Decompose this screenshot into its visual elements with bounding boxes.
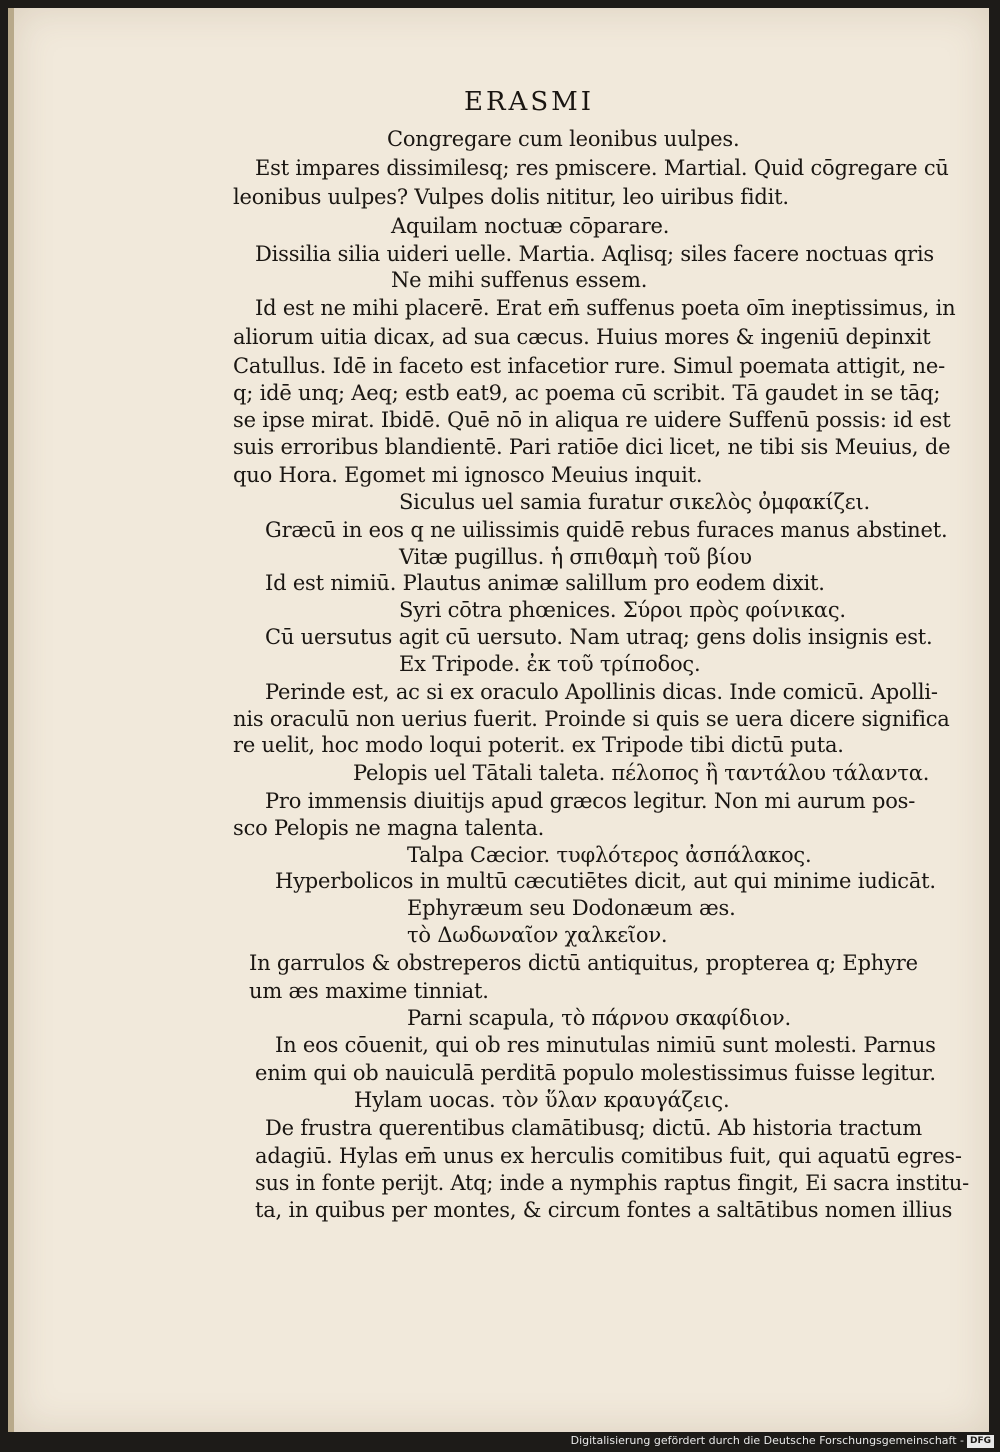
text-line: suis erroribus blandientē. Pari ratiōe dici licet, ne tibi sis Meuius, de (233, 435, 951, 459)
text-line: Ne mihi suffenus essem. (391, 268, 648, 292)
text-line: Talpa Cæcior. τυφλότερος ἀσπάλακος. (407, 843, 812, 867)
text-line: Dissilia silia uideri uelle. Martia. Aqlisq; siles facere noctuas qris (255, 242, 934, 266)
text-line: Pelopis uel Tātali taleta. πέλοπος ἢ ταντάλου τάλαντα. (353, 761, 930, 785)
text-line: adagiū. Hylas em̄ unus ex herculis comitibus fuit, qui aquatū egres- (255, 1144, 962, 1168)
dfg-logo: DFG (967, 1435, 994, 1448)
text-line: um æs maxime tinniat. (249, 979, 489, 1003)
text-line: se ipse mirat. Ibidē. Quē nō in aliqua re uidere Suffenū possis: id est (233, 408, 951, 432)
text-line: ta, in quibus per montes, & circum fontes a saltātibus nomen illius (255, 1198, 953, 1222)
text-line: Cū uersutus agit cū uersuto. Nam utraq; gens dolis insignis est. (265, 625, 933, 649)
text-line: Congregare cum leonibus uulpes. (387, 127, 740, 151)
text-line: nis oraculū non uerius fuerit. Proinde si quis se uera dicere significa (233, 707, 950, 731)
text-line: Pro immensis diuitijs apud græcos legitur. Non mi aurum pos- (265, 789, 916, 813)
text-line: leonibus uulpes? Vulpes dolis nititur, leo uiribus fidit. (233, 185, 789, 209)
text-line: Ex Tripode. ἐκ τοῦ τρίποδος. (399, 652, 701, 676)
text-line: Id est ne mihi placerē. Erat em̄ suffenus poeta oīm ineptissimus, in (255, 296, 956, 320)
text-line: sus in fonte perijt. Atq; inde a nymphis raptus fingit, Ei sacra institu- (255, 1171, 969, 1195)
text-line: In garrulos & obstreperos dictū antiquitus, propterea q; Ephyre (249, 951, 918, 975)
text-line: enim qui ob nauiculā perditā populo molestissimus fuisse legitur. (255, 1061, 936, 1085)
text-line: Hyperbolicos in multū cæcutiētes dicit, aut qui minime iudicāt. (275, 869, 936, 893)
text-line: De frustra querentibus clamātibusq; dictū. Ab historia tractum (265, 1116, 923, 1140)
text-line: τὸ Δωδωναῖον χαλκεῖον. (407, 923, 668, 947)
text-line: Siculus uel samia furatur σικελὸς ὀμφακίζει. (399, 490, 870, 514)
text-line: Perinde est, ac si ex oraculo Apollinis dicas. Inde comicū. Apolli- (265, 680, 938, 704)
text-line: Est impares dissimilesq; res pmiscere. Martial. Quid cōgregare cū (255, 156, 949, 180)
funding-notice: Digitalisierung gefördert durch die Deutsche Forschungsgemeinschaft - (570, 1434, 964, 1447)
running-header: ERASMI (464, 87, 595, 117)
text-line: Id est nimiū. Plautus animæ salillum pro eodem dixit. (265, 571, 825, 595)
text-line: Catullus. Idē in faceto est infacetior rure. Simul poemata attigit, ne- (233, 354, 945, 378)
text-line: re uelit, hoc modo loqui poterit. ex Tripode tibi dictū puta. (233, 733, 844, 757)
text-line: Ephyræum seu Dodonæum æs. (407, 896, 736, 920)
scanned-page (14, 8, 989, 1432)
page-text (14, 8, 989, 1432)
text-line: aliorum uitia dicax, ad sua cæcus. Huius mores & ingeniū depinxit (233, 325, 931, 349)
text-line: Græcū in eos q ne uilissimis quidē rebus furaces manus abstinet. (265, 518, 948, 542)
text-line: sco Pelopis ne magna talenta. (233, 816, 545, 840)
text-line: Syri cōtra phœnices. Σύροι πρὸς φοίνικας. (399, 598, 846, 622)
text-line: q; idē unq; Aeq; estb eat9, ac poema cū scribit. Tā gaudet in se tāq; (233, 381, 941, 405)
text-line: Aquilam noctuæ cōparare. (391, 214, 670, 238)
text-line: In eos cōuenit, qui ob res minutulas nimiū sunt molesti. Parnus (275, 1033, 936, 1057)
text-line: Vitæ pugillus. ἡ σπιθαμὴ τοῦ βίου (399, 545, 752, 569)
footer-bar (0, 1432, 1000, 1452)
text-line: Parni scapula, τὸ πάρνου σκαφίδιον. (407, 1006, 791, 1030)
text-line: quo Hora. Egomet mi ignosco Meuius inquit. (233, 463, 703, 487)
text-line: Hylam uocas. τὸν ὕλαν κραυγάζεις. (354, 1088, 730, 1112)
